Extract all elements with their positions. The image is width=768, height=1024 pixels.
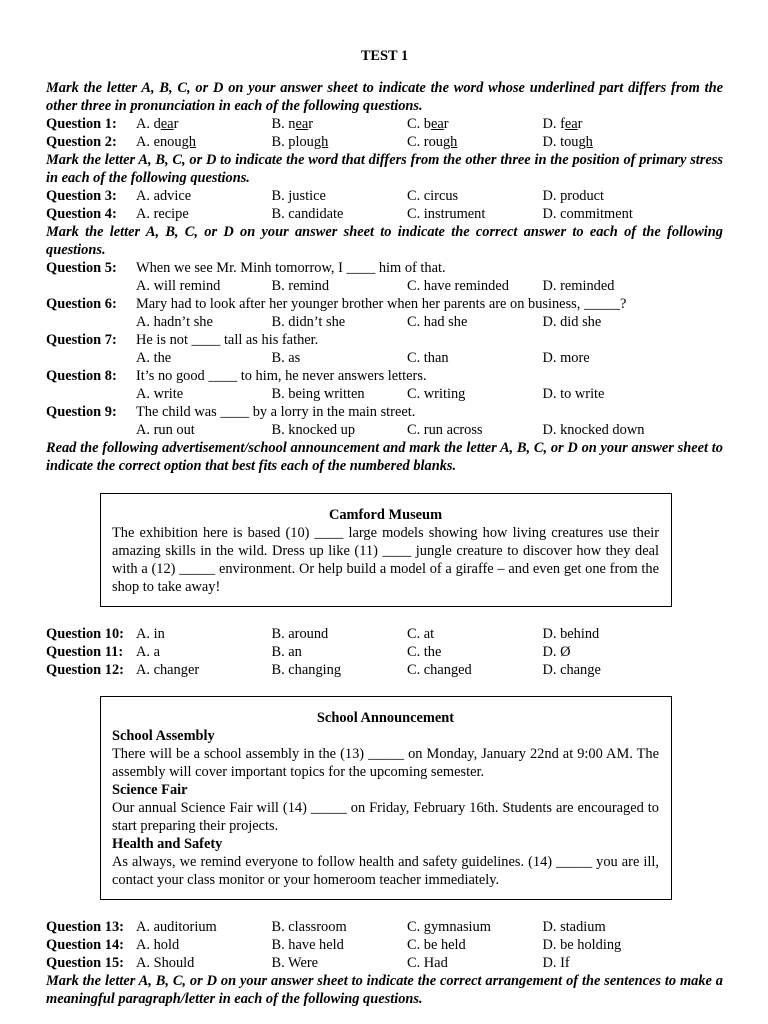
question-row — [46, 625, 723, 643]
answer-option[interactable]: C. changed — [407, 662, 472, 678]
option-text: B. n — [271, 116, 296, 132]
answer-option[interactable]: D. If — [542, 955, 570, 971]
answer-option[interactable]: D. knocked down — [542, 422, 645, 438]
question-row — [46, 205, 723, 223]
question-label: Question 9: — [46, 404, 117, 420]
question-stem: When we see Mr. Minh tomorrow, I ____ him of that. — [136, 260, 446, 276]
question-row — [46, 661, 723, 679]
answer-option[interactable]: A. advice — [136, 188, 192, 204]
announcement-title: School Announcement — [316, 710, 455, 726]
answer-option[interactable]: C. at — [407, 626, 435, 642]
question-label: Question 1: — [46, 116, 117, 132]
question-label: Question 3: — [46, 188, 117, 204]
school-announcement — [100, 696, 672, 900]
options-row — [46, 421, 723, 439]
answer-option[interactable]: B. justice — [271, 188, 326, 204]
question-label: Question 10: — [46, 626, 124, 642]
question-label: Question 6: — [46, 296, 117, 312]
underlined-part: ea — [160, 116, 174, 132]
stress-instruction: Mark the letter A, B, C, or D to indicate the word that differs from the other three in the position of primary stress in each of the following questions. — [46, 152, 723, 186]
question-label: Question 7: — [46, 332, 117, 348]
answer-option[interactable] — [543, 133, 679, 151]
answer-option[interactable]: B. classroom — [271, 919, 347, 935]
museum-title: Camford Museum — [328, 507, 443, 523]
answer-option[interactable] — [272, 133, 408, 151]
museum-text: The exhibition here is based (10) ____ large models showing how living creatures use their amazing skills in the wild. Dress up like (11) ____ jungle creature to discover how they deal with a (12) _____ environment. Or help build a model of a giraffe – and even get one from the shop to take away! — [112, 525, 659, 595]
answer-option[interactable]: A. run out — [136, 422, 195, 438]
answer-option[interactable]: C. run across — [407, 422, 483, 438]
underlined-part: ea — [431, 116, 444, 132]
underlined-part: ea — [295, 116, 309, 132]
answer-option[interactable] — [272, 115, 408, 133]
answer-option[interactable]: B. being written — [271, 386, 365, 402]
answer-option[interactable] — [136, 115, 272, 133]
answer-option[interactable]: C. have reminded — [407, 278, 509, 294]
answer-option[interactable]: C. had she — [407, 314, 468, 330]
section-heading: Science Fair — [112, 782, 188, 798]
answer-option[interactable]: D. product — [542, 188, 605, 204]
question-label: Question 2: — [46, 134, 117, 150]
question-row — [46, 295, 723, 313]
answer-option[interactable] — [407, 115, 543, 133]
answer-option[interactable]: C. instrument — [407, 206, 486, 222]
answer-option[interactable]: C. Had — [407, 955, 448, 971]
answer-option[interactable]: B. didn’t she — [271, 314, 346, 330]
answer-option[interactable]: C. be held — [407, 937, 466, 953]
answer-option[interactable]: B. an — [271, 644, 302, 660]
answer-option[interactable]: C. the — [407, 644, 442, 660]
test-title: TEST 1 — [360, 48, 409, 64]
options-row — [46, 313, 723, 331]
reading-instruction: Read the following advertisement/school announcement and mark the letter A, B, C, or D on your answer sheet to indicate the correct option that best fits each of the numbered blanks. — [46, 440, 723, 474]
option-text: A. d — [136, 116, 161, 132]
option-text: r — [308, 116, 314, 132]
museum-advertisement — [100, 493, 672, 607]
answer-option[interactable]: C. gymnasium — [407, 919, 491, 935]
question-row — [46, 259, 723, 277]
answer-option[interactable]: A. changer — [136, 662, 200, 678]
question-row — [46, 643, 723, 661]
exam-page — [46, 44, 723, 1008]
section-heading: School Assembly — [112, 728, 215, 744]
answer-option[interactable]: A. in — [136, 626, 165, 642]
question-label: Question 4: — [46, 206, 117, 222]
options-row — [46, 277, 723, 295]
question-row — [46, 936, 723, 954]
answer-option[interactable]: B. changing — [271, 662, 342, 678]
answer-option[interactable] — [136, 133, 272, 151]
option-text: C. rou — [407, 134, 443, 150]
answer-option[interactable]: C. circus — [407, 188, 459, 204]
question-stem: It’s no good ____ to him, he never answers letters. — [136, 368, 427, 384]
section-text: There will be a school assembly in the (13) _____ on Monday, January 22nd at 9:00 AM. The assembly will cover important topics for the upcoming semester. — [112, 746, 659, 780]
answer-option[interactable]: A. write — [136, 386, 184, 402]
answer-option[interactable]: D. commitment — [542, 206, 633, 222]
option-text: C. b — [407, 116, 431, 132]
answer-option[interactable] — [407, 133, 543, 151]
answer-option[interactable]: B. Were — [271, 955, 319, 971]
option-text: r — [443, 116, 449, 132]
answer-option[interactable]: A. hold — [136, 937, 180, 953]
grammar-instruction: Mark the letter A, B, C, or D on your answer sheet to indicate the correct answer to each of the following questions. — [46, 224, 723, 258]
option-text: D. tou — [542, 134, 579, 150]
pronunciation-instruction: Mark the letter A, B, C, or D on your answer sheet to indicate the word whose underlined part differs from the other three in pronunciation in each of the following questions. — [46, 80, 723, 114]
answer-option[interactable]: A. hadn’t she — [136, 314, 213, 330]
question-stem: The child was ____ by a lorry in the main street. — [136, 404, 416, 420]
option-text: r — [173, 116, 179, 132]
question-label: Question 8: — [46, 368, 117, 384]
option-text: B. plou — [271, 134, 314, 150]
answer-option[interactable]: D. be holding — [542, 937, 622, 953]
arrangement-instruction: Mark the letter A, B, C, or D on your answer sheet to indicate the correct arrangement of the sentences to make a meaningful paragraph/letter in each of the following questions. — [46, 973, 723, 1007]
question-row — [46, 133, 723, 151]
question-row — [46, 918, 723, 936]
answer-option[interactable]: D. behind — [542, 626, 600, 642]
option-text: A. enou — [136, 134, 182, 150]
underlined-part: ea — [564, 116, 578, 132]
question-label: Question 15: — [46, 955, 124, 971]
option-text: D. f — [542, 116, 565, 132]
answer-option[interactable]: B. knocked up — [271, 422, 356, 438]
question-label: Question 14: — [46, 937, 124, 953]
underlined-part: gh — [442, 134, 458, 150]
question-label: Question 12: — [46, 662, 124, 678]
answer-option[interactable] — [543, 115, 679, 133]
question-row — [46, 187, 723, 205]
answer-option[interactable]: A. Should — [136, 955, 195, 971]
answer-option[interactable]: C. writing — [407, 386, 466, 402]
answer-option[interactable]: D. more — [542, 350, 590, 366]
question-row — [46, 367, 723, 385]
options-row — [46, 385, 723, 403]
answer-option[interactable]: B. as — [271, 350, 301, 366]
question-label: Question 11: — [46, 644, 124, 660]
question-row — [46, 403, 723, 421]
section-text: Our annual Science Fair will (14) _____ on Friday, February 16th. Students are encouraged to start preparing their projects. — [112, 800, 659, 834]
question-row — [46, 115, 723, 133]
answer-option[interactable]: B. candidate — [271, 206, 344, 222]
question-label: Question 5: — [46, 260, 117, 276]
answer-option[interactable]: D. stadium — [542, 919, 606, 935]
answer-option[interactable]: B. remind — [271, 278, 330, 294]
answer-option[interactable]: A. auditorium — [136, 919, 217, 935]
answer-option[interactable]: B. around — [271, 626, 329, 642]
question-stem: He is not ____ tall as his father. — [136, 332, 319, 348]
answer-option[interactable]: D. Ø — [542, 644, 571, 660]
answer-option[interactable]: A. the — [136, 350, 172, 366]
answer-option[interactable]: A. a — [136, 644, 160, 660]
answer-option[interactable]: D. reminded — [542, 278, 615, 294]
section-text: As always, we remind everyone to follow health and safety guidelines. (14) _____ you are ill, contact your class monitor or your homeroom teacher immediately. — [112, 854, 659, 888]
question-row — [46, 954, 723, 972]
options-row — [46, 349, 723, 367]
section-heading: Health and Safety — [112, 836, 223, 852]
underlined-part: gh — [578, 134, 593, 150]
underlined-part: gh — [181, 134, 196, 150]
question-stem: Mary had to look after her younger brother when her parents are on business, _____? — [136, 296, 627, 312]
answer-option[interactable]: D. did she — [542, 314, 602, 330]
answer-option[interactable]: A. will remind — [136, 278, 221, 294]
answer-option[interactable]: D. change — [542, 662, 601, 678]
answer-option[interactable]: D. to write — [542, 386, 605, 402]
answer-option[interactable]: C. than — [407, 350, 449, 366]
question-row — [46, 331, 723, 349]
option-text: r — [577, 116, 583, 132]
answer-option[interactable]: B. have held — [271, 937, 344, 953]
answer-option[interactable]: A. recipe — [136, 206, 189, 222]
underlined-part: gh — [313, 134, 329, 150]
question-label: Question 13: — [46, 919, 124, 935]
